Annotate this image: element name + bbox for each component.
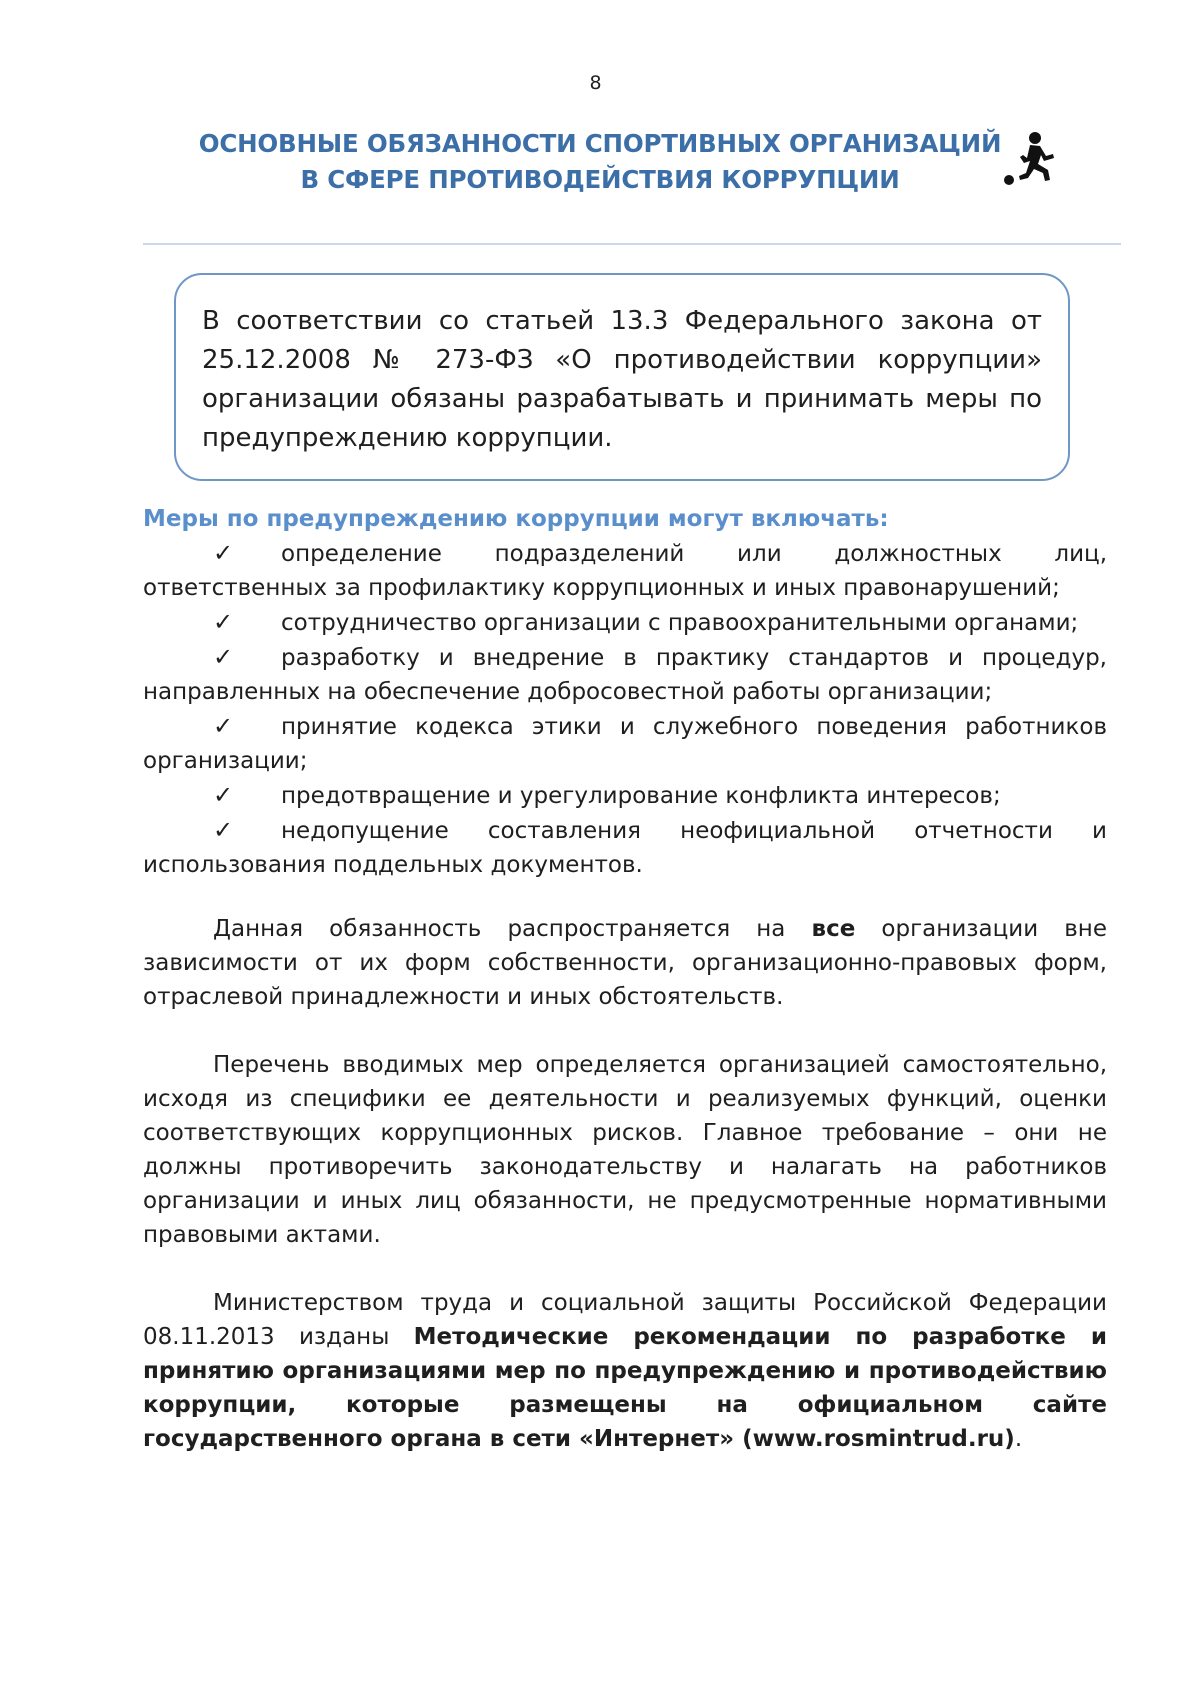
measures-heading: Меры по предупреждению коррупции могут включать: xyxy=(143,506,889,532)
scope-paragraph-emphasis: все xyxy=(811,916,856,942)
list-item xyxy=(143,778,1107,813)
page-title-line-2: В СФЕРЕ ПРОТИВОДЕЙСТВИЯ КОРРУПЦИИ xyxy=(300,165,900,194)
list-item xyxy=(143,640,1107,709)
list-item-text: разработку и внедрение в практику стандартов и процедур, направленных на обеспечение добросовестной работы организации; xyxy=(143,645,1107,705)
list-item xyxy=(143,536,1107,605)
checkmark-icon: ✓ xyxy=(213,608,234,636)
law-callout-text: В соответствии со статьей 13.3 Федерального закона от 25.12.2008 № 273-ФЗ «О противодействии коррупции» организации обязаны разрабатывать и принимать меры по предупреждению коррупции. xyxy=(202,306,1042,453)
list-item xyxy=(143,605,1107,640)
scope-paragraph-text-end: организации вне зависимости от их форм собственности, организационно-правовых форм, отраслевой принадлежности и иных обстоятельств. xyxy=(143,916,1107,1010)
page-title xyxy=(150,126,1050,198)
page-number: 8 xyxy=(589,72,602,94)
list-item xyxy=(143,709,1107,778)
football-player-icon xyxy=(1000,130,1058,192)
law-callout-box xyxy=(174,273,1070,481)
checkmark-icon: ✓ xyxy=(213,643,234,671)
list-item-text: сотрудничество организации с правоохранительными органами; xyxy=(281,610,1079,636)
list-item-text: предотвращение и урегулирование конфликта интересов; xyxy=(281,783,1001,809)
checkmark-icon: ✓ xyxy=(213,816,234,844)
list-item-text: определение подразделений или должностных лиц, ответственных за профилактику коррупционных и иных правонарушений; xyxy=(143,541,1107,601)
checkmark-icon: ✓ xyxy=(213,712,234,740)
list-item-text: недопущение составления неофициальной отчетности и использования поддельных документов. xyxy=(143,818,1107,878)
header-divider xyxy=(143,243,1121,245)
checkmark-icon: ✓ xyxy=(213,781,234,809)
ministry-paragraph-text-start: Министерством труда и социальной защиты Российской Федерации 08.11.2013 изданы xyxy=(143,1290,1107,1350)
list-item-text: принятие кодекса этики и служебного поведения работников организации; xyxy=(143,714,1107,774)
page-title-line-1: ОСНОВНЫЕ ОБЯЗАННОСТИ СПОРТИВНЫХ ОРГАНИЗАЦИЙ xyxy=(198,129,1002,158)
scope-paragraph xyxy=(143,912,1107,1014)
measures-list xyxy=(143,536,1107,882)
measures-list-paragraph: Перечень вводимых мер определяется организацией самостоятельно, исходя из специфики ее деятельности и реализуемых функций, оценки соответствующих коррупционных рисков. Главное требование – они не должны противоречить законодательству и налагать на работников организации и иных лиц обязанности, не предусмотренные нормативными правовыми актами. xyxy=(143,1052,1107,1248)
ministry-paragraph-text-end: . xyxy=(1014,1426,1023,1452)
scope-paragraph-text-start: Данная обязанность распространяется на xyxy=(213,916,812,942)
ministry-paragraph-emphasis: Методические рекомендации по разработке и принятию организациями мер по предупреждению и противодействию коррупции, которые размещены на официальном сайте государственного органа в сети «Интернет» (www.rosmintrud.ru) xyxy=(143,1324,1107,1452)
list-item xyxy=(143,813,1107,882)
checkmark-icon: ✓ xyxy=(213,539,234,567)
ministry-recommendations-paragraph xyxy=(143,1286,1107,1456)
